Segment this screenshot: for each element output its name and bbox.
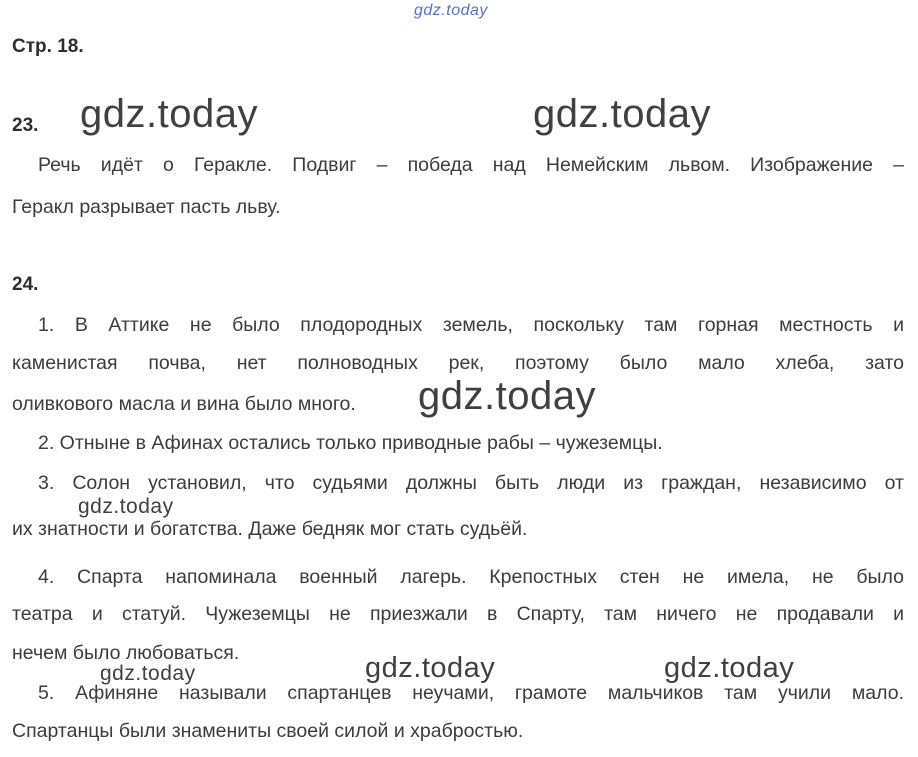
task-24-item-3-line-1: 3. Солон установил, что судьями должны быть люди из граждан, независимо от (38, 472, 904, 494)
task-23-line-2: Геракл разрывает пасть льву. (12, 196, 281, 218)
watermark: gdz.today (664, 652, 795, 684)
task-24-item-2: 2. Отныне в Афинах остались только приводные рабы – чужеземцы. (38, 432, 663, 454)
task-24-number: 24. (12, 274, 39, 295)
watermark-top: gdz.today (414, 2, 488, 19)
watermark: gdz.today (365, 652, 496, 684)
watermark: gdz.today (78, 495, 174, 518)
task-24-item-4-line-3: нечем было любоваться. (12, 642, 240, 664)
task-24-item-5-line-1: 5. Афиняне называли спартанцев неучами, грамоте мальчиков там учили мало. (38, 682, 904, 704)
watermark: gdz.today (533, 92, 711, 136)
task-24-item-1-line-1: 1. В Аттике не было плодородных земель, поскольку там горная местность и (38, 314, 904, 336)
task-24-item-1-line-3: оливкового масла и вина было много. (12, 393, 356, 415)
watermark: gdz.today (418, 374, 596, 418)
watermark: gdz.today (80, 92, 258, 136)
watermark: gdz.today (100, 662, 196, 685)
task-24-item-4-line-1: 4. Спарта напоминала военный лагерь. Крепостных стен не имела, не было (38, 566, 904, 588)
task-23-number: 23. (12, 115, 39, 136)
task-23-line-1: Речь идёт о Геракле. Подвиг – победа над Немейским львом. Изображение – (38, 154, 904, 176)
task-24-item-4-line-2: театра и статуй. Чужеземцы не приезжали в Спарту, там ничего не продавали и (12, 603, 904, 625)
task-24-item-1-line-2: каменистая почва, нет полноводных рек, поэтому было мало хлеба, зато (12, 352, 904, 374)
task-24-item-3-line-2: их знатности и богатства. Даже бедняк мог стать судьёй. (12, 518, 528, 540)
page-label: Стр. 18. (12, 36, 84, 57)
task-24-item-5-line-2: Спартанцы были знамениты своей силой и храбростью. (12, 720, 524, 742)
